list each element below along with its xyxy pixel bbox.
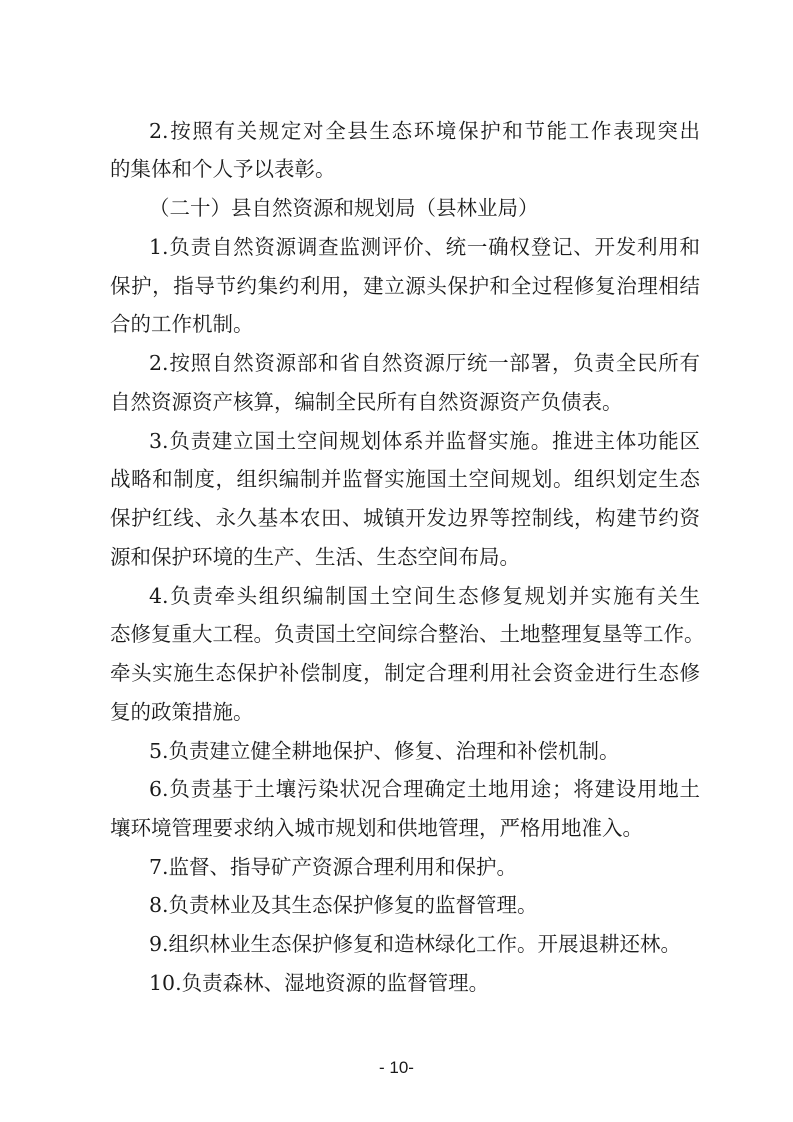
text-line: 3.负责建立国土空间规划体系并监督实施。推进主体功能区 — [149, 429, 700, 453]
text-line: 态修复重大工程。负责国土空间综合整治、土地整理复垦等工作。 — [110, 622, 705, 646]
text-line: 源和保护环境的生产、生活、生态空间布局。 — [110, 545, 520, 569]
text-line: 自然资源资产核算，编制全民所有自然资源资产负债表。 — [110, 390, 623, 414]
text-line: 10.负责森林、湿地资源的监督管理。 — [149, 971, 490, 995]
text-line: 壤环境管理要求纳入城市规划和供地管理，严格用地准入。 — [110, 816, 643, 840]
text-line: 复的政策措施。 — [110, 700, 254, 724]
text-line: 6.负责基于土壤污染状况合理确定土地用途；将建设用地土 — [149, 777, 700, 801]
page-number: - 10- — [379, 1058, 414, 1077]
text-line: 7.监督、指导矿产资源合理利用和保护。 — [149, 855, 518, 879]
text-line: 牵头实施生态保护补偿制度，制定合理利用社会资金进行生态修 — [110, 661, 700, 685]
text-line: 2.按照自然资源部和省自然资源厅统一部署，负责全民所有 — [149, 351, 700, 375]
text-line: 9.组织林业生态保护修复和造林绿化工作。开展退耕还林。 — [149, 932, 682, 956]
text-line: 保护，指导节约集约利用，建立源头保护和全过程修复治理相结 — [110, 274, 700, 298]
text-line: 保护红线、永久基本农田、城镇开发边界等控制线，构建节约资 — [110, 506, 700, 530]
text-line: 合的工作机制。 — [110, 312, 254, 336]
text-line: 5.负责建立健全耕地保护、修复、治理和补偿机制。 — [149, 739, 620, 763]
section-heading: （二十）县自然资源和规划局（县林业局） — [149, 196, 539, 220]
text-line: 战略和制度，组织编制并监督实施国土空间规划。组织划定生态 — [110, 467, 700, 491]
text-line: 1.负责自然资源调查监测评价、统一确权登记、开发利用和 — [149, 235, 700, 259]
text-line: 的集体和个人予以表彰。 — [110, 157, 336, 181]
text-line: 8.负责林业及其生态保护修复的监督管理。 — [149, 893, 538, 917]
text-line: 2.按照有关规定对全县生态环境保护和节能工作表现突出 — [149, 119, 700, 143]
text-line: 4.负责牵头组织编制国土空间生态修复规划并实施有关生 — [149, 584, 700, 608]
